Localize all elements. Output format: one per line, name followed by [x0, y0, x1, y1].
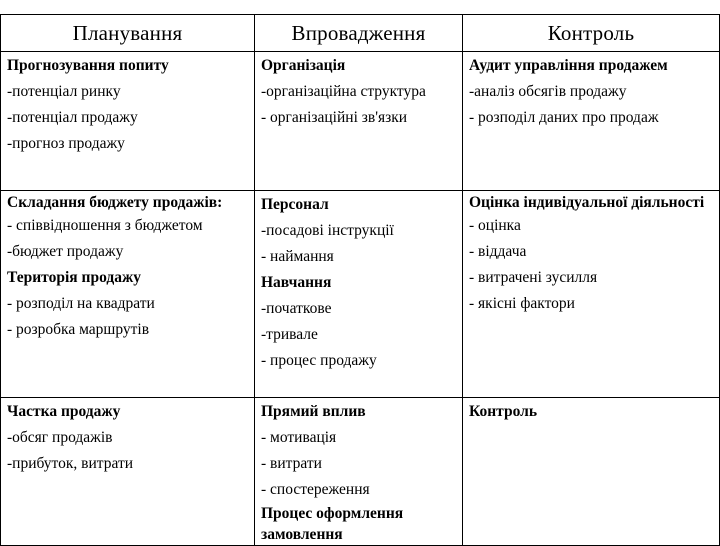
cell-item: -прогноз продажу — [7, 135, 125, 152]
header-implementation: Впровадження — [255, 15, 463, 52]
cell-item: - співвідношення з бюджетом — [7, 217, 203, 234]
cell-item: - мотивація — [261, 429, 337, 446]
cell-heading: Контроль — [469, 403, 538, 420]
cell-item: -посадові інструкції — [261, 222, 394, 239]
cell-heading: Аудит управління продажем — [469, 57, 668, 74]
cell-item: - розробка маршрутів — [7, 321, 150, 338]
cell-item: -потенціал продажу — [7, 109, 138, 126]
cell-implementation-1 — [255, 52, 463, 191]
cell-item: - наймання — [261, 248, 334, 265]
cell-heading: Процес оформлення замовлення — [261, 505, 404, 543]
cell-item: - оцінка — [469, 217, 521, 234]
sales-management-table — [0, 14, 720, 546]
cell-heading: Персонал — [261, 196, 329, 213]
cell-item: -тривале — [261, 326, 318, 343]
cell-item: -потенціал ринку — [7, 83, 121, 100]
cell-item: - якісні фактори — [469, 295, 575, 312]
cell-heading: Складання бюджету продажів: — [7, 194, 223, 211]
table-row — [1, 52, 720, 191]
cell-heading: Оцінка індивідуальної діяльності — [469, 194, 705, 211]
header-row — [1, 15, 720, 52]
table-row — [1, 398, 720, 546]
cell-planning-1 — [1, 52, 255, 191]
cell-item: - процес продажу — [261, 352, 377, 369]
cell-item: - спостереження — [261, 481, 370, 498]
cell-item: -організаційна структура — [261, 83, 426, 100]
cell-implementation-2 — [255, 191, 463, 398]
cell-control-2 — [463, 191, 720, 398]
cell-item: - витрати — [261, 455, 322, 472]
cell-heading: Прогнозування попиту — [7, 57, 169, 74]
header-planning: Планування — [1, 15, 255, 52]
header-control: Контроль — [463, 15, 720, 52]
cell-item: - віддача — [469, 243, 527, 260]
table-row — [1, 191, 720, 398]
cell-heading: Організація — [261, 57, 346, 74]
cell-item: -аналіз обсягів продажу — [469, 83, 627, 100]
cell-item: -обсяг продажів — [7, 429, 113, 446]
cell-heading: Частка продажу — [7, 403, 121, 420]
cell-heading: Територія продажу — [7, 269, 141, 286]
cell-item: - витрачені зусилля — [469, 269, 598, 286]
cell-item: - розподіл даних про продаж — [469, 109, 659, 126]
cell-item: - розподіл на квадрати — [7, 295, 155, 312]
cell-item: - організаційні зв'язки — [261, 109, 408, 126]
cell-implementation-3 — [255, 398, 463, 546]
cell-item: -початкове — [261, 300, 332, 317]
cell-heading: Прямий вплив — [261, 403, 366, 420]
cell-heading: Навчання — [261, 274, 332, 291]
cell-planning-2 — [1, 191, 255, 398]
cell-control-3 — [463, 398, 720, 546]
cell-item: -бюджет продажу — [7, 243, 124, 260]
cell-planning-3 — [1, 398, 255, 546]
cell-item: -прибуток, витрати — [7, 455, 134, 472]
cell-control-1 — [463, 52, 720, 191]
